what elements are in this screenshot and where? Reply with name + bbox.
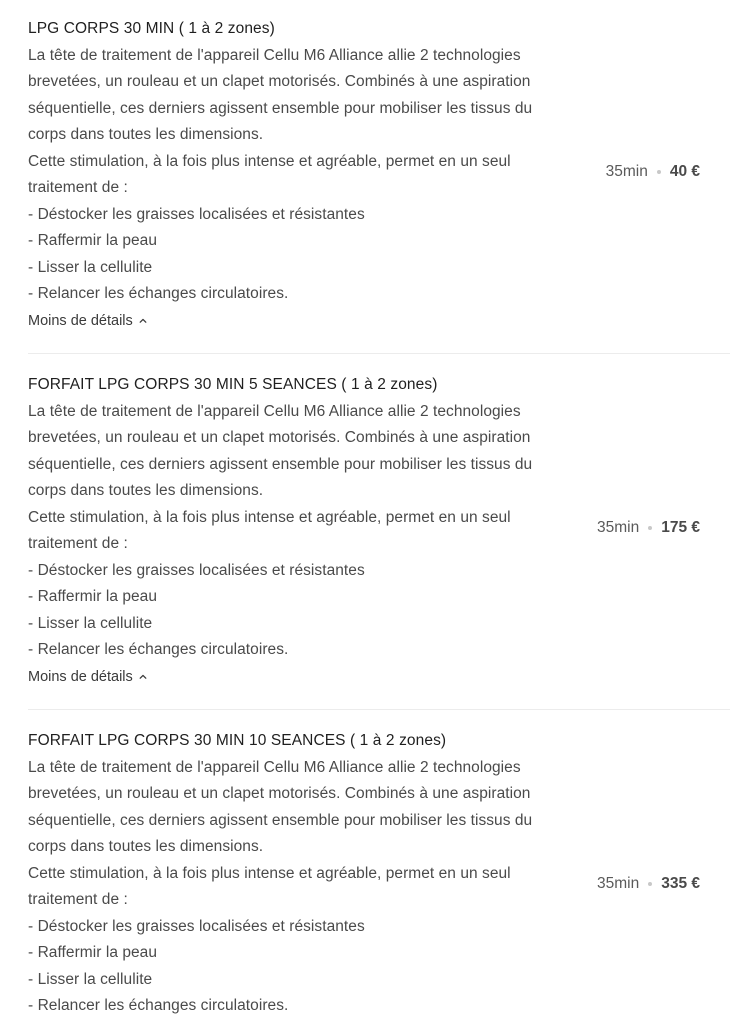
service-title: FORFAIT LPG CORPS 30 MIN 5 SEANCES ( 1 à 2 zones) <box>28 376 438 393</box>
separator-dot <box>648 882 652 886</box>
service-duration: 35min <box>596 875 640 892</box>
description-line: La tête de traitement de l'appareil Cellu M6 Alliance allie 2 technologies <box>28 758 521 776</box>
description-line: Cette stimulation, à la fois plus intense et agréable, permet en un seul <box>28 508 511 526</box>
description-line: - Raffermir la peau <box>28 944 158 961</box>
description-line: - Lisser la cellulite <box>28 970 153 988</box>
description-line: séquentielle, ces derniers agissent ensemble pour mobiliser les tissus du <box>28 811 533 829</box>
description-line: Cette stimulation, à la fois plus intense et agréable, permet en un seul <box>28 152 511 170</box>
service-title: FORFAIT LPG CORPS 30 MIN 10 SEANCES ( 1 à 2 zones) <box>28 732 447 749</box>
service-description <box>28 43 573 308</box>
description-line: brevetées, un rouleau et un clapet motorisés. Combinés à une aspiration <box>28 429 531 446</box>
separator-dot <box>648 526 652 530</box>
description-line: - Relancer les échanges circulatoires. <box>28 641 289 658</box>
description-line: traitement de : <box>28 179 128 196</box>
service-meta <box>597 519 700 537</box>
description-line: - Déstocker les graisses localisées et résistantes <box>28 917 365 935</box>
chevron-up-icon <box>139 317 147 325</box>
description-line: - Relancer les échanges circulatoires. <box>28 997 289 1014</box>
separator-dot <box>657 170 661 174</box>
description-line: - Raffermir la peau <box>28 588 158 605</box>
divider <box>28 709 730 710</box>
service-price: 175 € <box>661 519 700 536</box>
chevron-up-icon <box>139 673 147 681</box>
description-line: La tête de traitement de l'appareil Cellu M6 Alliance allie 2 technologies <box>28 46 521 64</box>
description-line: - Raffermir la peau <box>28 232 158 249</box>
service-item[interactable] <box>28 16 730 334</box>
service-description <box>28 755 573 1020</box>
toggle-label: Moins de détails <box>28 668 133 685</box>
description-line: traitement de : <box>28 891 128 908</box>
description-line: corps dans toutes les dimensions. <box>28 482 264 499</box>
description-line: séquentielle, ces derniers agissent ensemble pour mobiliser les tissus du <box>28 99 533 117</box>
service-title: LPG CORPS 30 MIN ( 1 à 2 zones) <box>28 20 275 37</box>
description-line: - Déstocker les graisses localisées et résistantes <box>28 205 365 223</box>
less-details-toggle[interactable] <box>28 308 147 335</box>
service-item[interactable] <box>28 372 730 690</box>
service-price: 335 € <box>661 875 700 892</box>
description-line: - Relancer les échanges circulatoires. <box>28 285 289 302</box>
toggle-label: Moins de détails <box>28 312 133 329</box>
service-duration: 35min <box>605 163 648 180</box>
description-line: séquentielle, ces derniers agissent ensemble pour mobiliser les tissus du <box>28 455 533 473</box>
service-duration: 35min <box>596 519 640 536</box>
service-price: 40 € <box>669 163 700 180</box>
description-line: traitement de : <box>28 535 128 552</box>
description-line: corps dans toutes les dimensions. <box>28 838 264 855</box>
description-line: brevetées, un rouleau et un clapet motorisés. Combinés à une aspiration <box>28 73 531 90</box>
description-line: - Lisser la cellulite <box>28 258 153 276</box>
service-meta <box>597 875 700 893</box>
description-line: - Lisser la cellulite <box>28 614 153 632</box>
service-description <box>28 399 573 664</box>
description-line: Cette stimulation, à la fois plus intense et agréable, permet en un seul <box>28 864 511 882</box>
service-meta <box>606 163 700 181</box>
description-line: corps dans toutes les dimensions. <box>28 126 264 143</box>
service-item[interactable] <box>28 728 730 1020</box>
divider <box>28 353 730 354</box>
description-line: La tête de traitement de l'appareil Cellu M6 Alliance allie 2 technologies <box>28 402 521 420</box>
description-line: brevetées, un rouleau et un clapet motorisés. Combinés à une aspiration <box>28 785 531 802</box>
less-details-toggle[interactable] <box>28 664 147 691</box>
description-line: - Déstocker les graisses localisées et résistantes <box>28 561 365 579</box>
